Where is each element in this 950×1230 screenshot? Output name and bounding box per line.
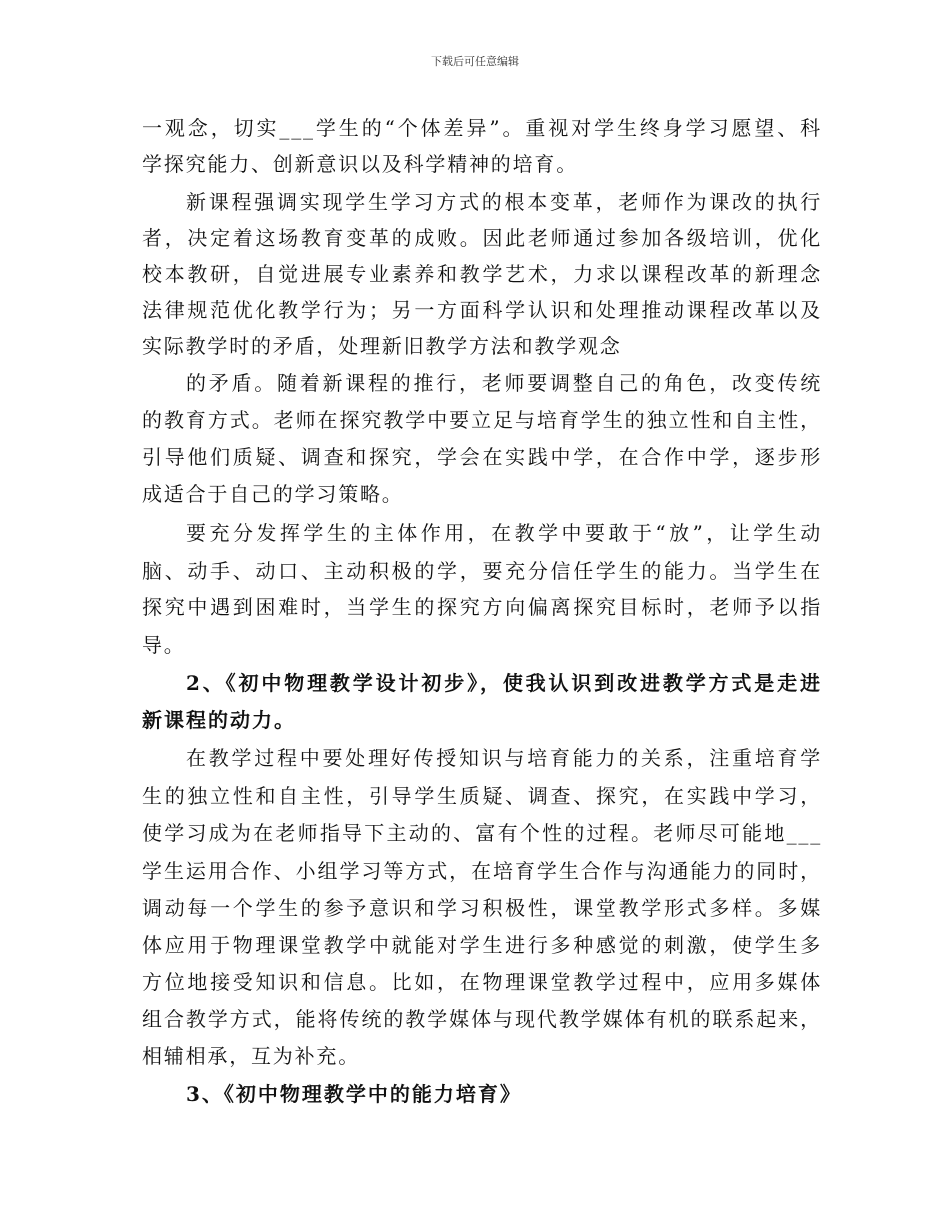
- text-line: 一观念，切实___学生的“个体差异”。重视对学生终身学习愿望、科: [142, 116, 822, 140]
- text-line: 相辅相承，互为补充。: [142, 1044, 360, 1068]
- page-header: 下载后可任意编辑: [431, 55, 519, 68]
- text-line: 脑、动手、动口、主动积极的学，要充分信任学生的能力。当学生在: [142, 559, 822, 583]
- text-line: 引导他们质疑、调查和探究，学会在实践中学，在合作中学，逐步形: [142, 445, 822, 469]
- text-line: 新课程强调实现学生学习方式的根本变革，老师作为课改的执行: [186, 190, 822, 214]
- text-line: 成适合于自己的学习策略。: [142, 482, 404, 506]
- text-line: 体应用于物理课堂教学中就能对学生进行多种感觉的刺激，使学生多: [142, 933, 822, 957]
- section-heading: 新课程的动力。: [142, 708, 296, 732]
- text-line: 法律规范优化教学行为；另一方面科学认识和处理推动课程改革以及: [142, 298, 822, 322]
- text-line: 学生运用合作、小组学习等方式，在培育学生合作与沟通能力的同时，: [142, 859, 822, 883]
- text-line: 探究中遇到困难时，当学生的探究方向偏离探究目标时，老师予以指: [142, 595, 822, 619]
- text-line: 调动每一个学生的参予意识和学习积极性，课堂教学形式多样。多媒: [142, 896, 822, 920]
- text-line: 方位地接受知识和信息。比如，在物理课堂教学过程中，应用多媒体: [142, 970, 822, 994]
- section-heading: 3、《初中物理教学中的能力培育》: [186, 1082, 522, 1106]
- text-line: 要充分发挥学生的主体作用，在教学中要敢于“放”，让学生动: [186, 521, 822, 545]
- section-heading: 2、《初中物理教学设计初步》，使我认识到改进教学方式是走进: [186, 671, 822, 695]
- text-line: 学探究能力、创新意识以及科学精神的培育。: [142, 152, 578, 176]
- text-line: 组合教学方式，能将传统的教学媒体与现代教学媒体有机的联系起来，: [142, 1007, 822, 1031]
- text-line: 生的独立性和自主性，引导学生质疑、调查、探究，在实践中学习，: [142, 784, 822, 808]
- text-line: 导。: [142, 633, 186, 657]
- text-line: 的矛盾。随着新课程的推行，老师要调整自己的角色，改变传统: [186, 371, 822, 395]
- text-line: 使学习成为在老师指导下主动的、富有个性的过程。老师尽可能地___: [142, 821, 822, 845]
- text-line: 校本教研，自觉进展专业素养和教学艺术，力求以课程改革的新理念: [142, 262, 822, 286]
- text-line: 在教学过程中要处理好传授知识与培育能力的关系，注重培育学: [186, 746, 822, 770]
- text-line: 的教育方式。老师在探究教学中要立足与培育学生的独立性和自主性，: [142, 408, 822, 432]
- text-line: 者，决定着这场教育变革的成败。因此老师通过参加各级培训，优化: [142, 226, 822, 250]
- text-line: 实际教学时的矛盾，处理新旧教学方法和教学观念: [142, 334, 622, 358]
